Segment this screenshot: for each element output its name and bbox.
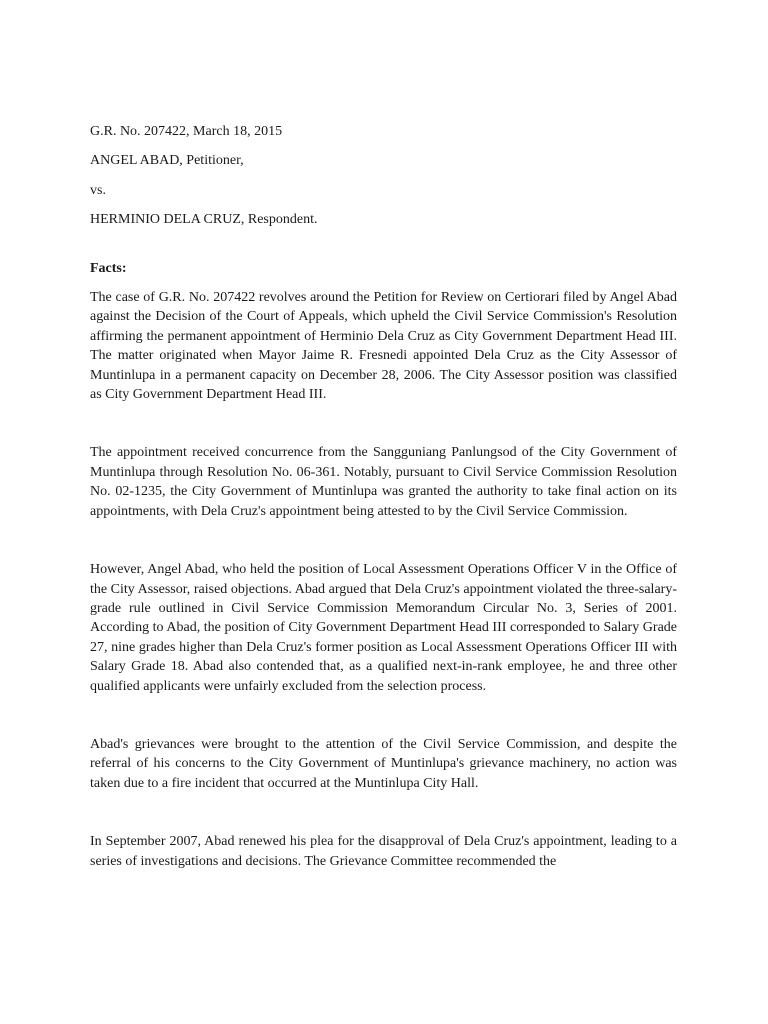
facts-paragraph: Abad's grievances were brought to the attention of the Civil Service Commission, and despite the referral of his concerns to the City Government of Muntinlupa's grievance machinery, no action was taken due to a fire incident that occurred at the Muntinlupa City Hall. <box>90 736 677 791</box>
facts-paragraph: The case of G.R. No. 207422 revolves around the Petition for Review on Certiorari filed by Angel Abad against the Decision of the Court of Appeals, which upheld the Civil Service Commission's Resolution affirming the permanent appointment of Herminio Dela Cruz as City Government Department Head III. The matter originated when Mayor Jaime R. Fresnedi appointed Dela Cruz as the City Assessor of Muntinlupa in a permanent capacity on December 28, 2006. The City Assessor position was classified as City Government Department Head III. <box>90 290 677 403</box>
document-page <box>90 122 677 871</box>
facts-paragraph: However, Angel Abad, who held the position of Local Assessment Operations Officer V in the Office of the City Assessor, raised objections. Abad argued that Dela Cruz's appointment violated the three-salary-grade rule outlined in Civil Service Commission Memorandum Circular No. 3, Series of 2001. According to Abad, the position of City Government Department Head III corresponded to Salary Grade 27, nine grades higher than Dela Cruz's former position as Local Assessment Operations Officer III with Salary Grade 18. Abad also contended that, as a qualified next-in-rank employee, he and three other qualified applicants were unfairly excluded from the selection process. <box>90 562 677 694</box>
case-citation: G.R. No. 207422, March 18, 2015 <box>90 124 283 139</box>
versus-line: vs. <box>90 182 106 198</box>
respondent-line: HERMINIO DELA CRUZ, Respondent. <box>90 212 318 228</box>
facts-heading: Facts: <box>90 260 127 276</box>
facts-paragraph: In September 2007, Abad renewed his plea for the disapproval of Dela Cruz's appointment, leading to a series of investigations and decisions. The Grievance Committee recommended the <box>90 834 677 869</box>
petitioner-line: ANGEL ABAD, Petitioner, <box>90 153 244 169</box>
facts-paragraph: The appointment received concurrence from the Sangguniang Panlungsod of the City Government of Muntinlupa through Resolution No. 06-361. Notably, pursuant to Civil Service Commission Resolution No. 02-1235, the City Government of Muntinlupa was granted the authority to take final action on its appointments, with Dela Cruz's appointment being attested to by the Civil Service Commission. <box>90 445 677 519</box>
